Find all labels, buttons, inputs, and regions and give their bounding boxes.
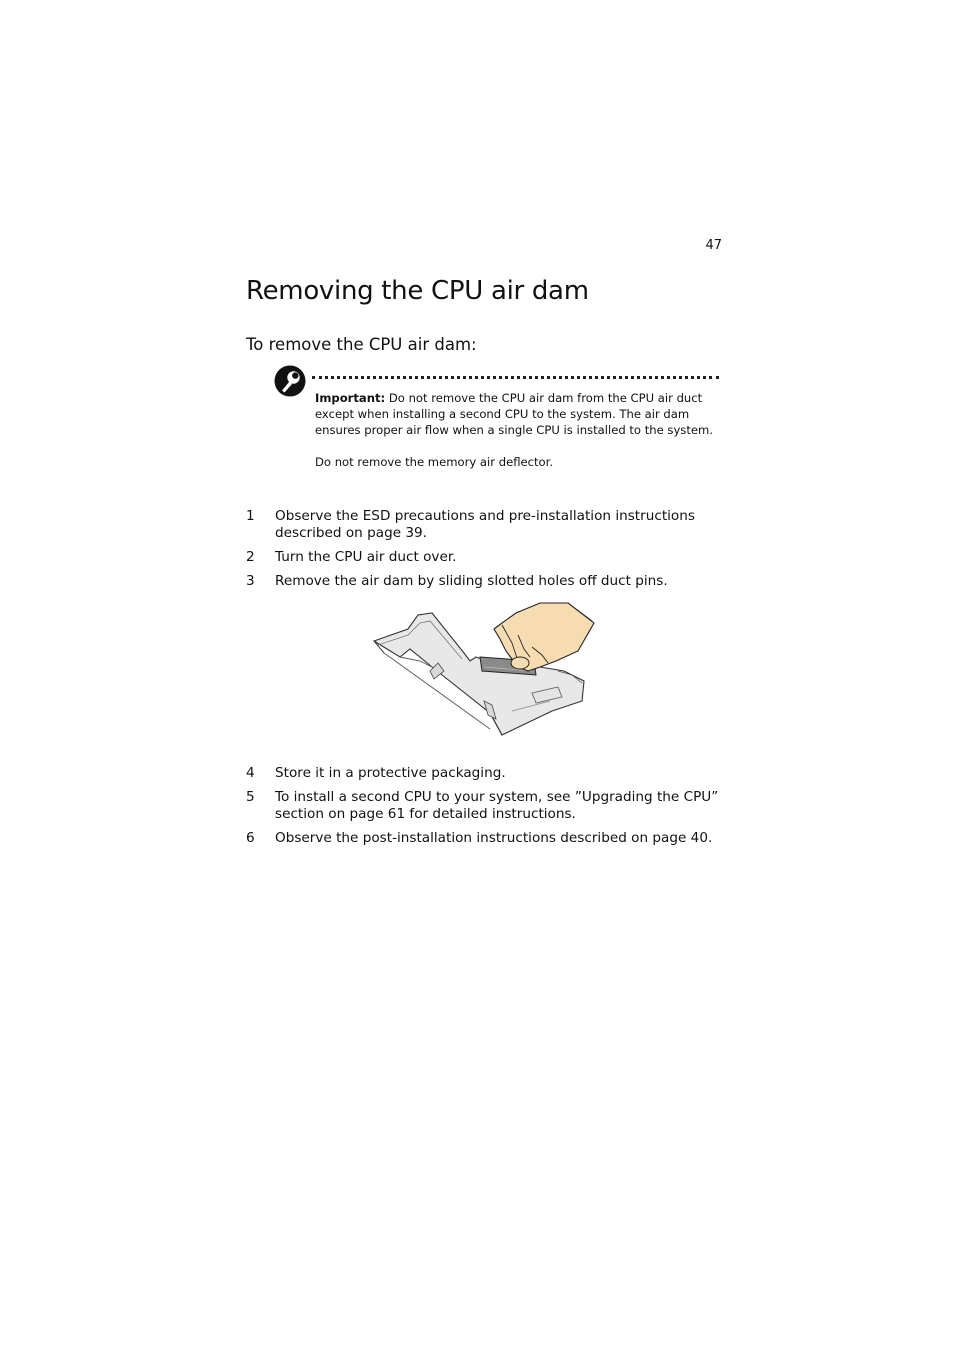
step-text: Observe the post-installation instructions described on page 40. — [275, 830, 713, 846]
step-text: Observe the ESD precautions and pre-installation instructions described on page 39. — [275, 508, 695, 541]
note-divider — [312, 376, 719, 379]
step-item — [246, 789, 721, 823]
note-extra: Do not remove the memory air deflector. — [315, 455, 554, 469]
step-item — [246, 549, 721, 566]
note-label: Important: — [315, 391, 386, 405]
step-text: Turn the CPU air duct over. — [275, 549, 457, 565]
step-number: 1 — [246, 508, 255, 524]
note-text: Do not remove the CPU air dam from the CPU air duct except when installing a second CPU to the system. The air dam ensures proper air flow when a single CPU is installed to the system. — [315, 391, 714, 437]
page-title: Removing the CPU air dam — [246, 276, 589, 306]
step-text: Remove the air dam by sliding slotted holes off duct pins. — [275, 573, 668, 589]
step-number: 5 — [246, 789, 255, 805]
step-number: 2 — [246, 549, 255, 565]
steps-list-first — [246, 508, 721, 597]
step-item — [246, 573, 721, 590]
important-note — [315, 390, 720, 470]
step-item — [246, 830, 721, 847]
step-text: To install a second CPU to your system, see ”Upgrading the CPU” section on page 61 for detailed instructions. — [275, 789, 719, 822]
step-item — [246, 508, 721, 542]
step-number: 3 — [246, 573, 255, 589]
steps-list-second — [246, 765, 721, 854]
step-number: 6 — [246, 830, 255, 846]
step-text: Store it in a protective packaging. — [275, 765, 506, 781]
section-subheading: To remove the CPU air dam: — [246, 335, 477, 354]
page-number: 47 — [705, 238, 722, 253]
step-item — [246, 765, 721, 782]
note-paragraph — [315, 390, 720, 438]
step-number: 4 — [246, 765, 255, 781]
wrench-icon — [273, 364, 307, 398]
air-dam-removal-illustration — [372, 601, 598, 741]
